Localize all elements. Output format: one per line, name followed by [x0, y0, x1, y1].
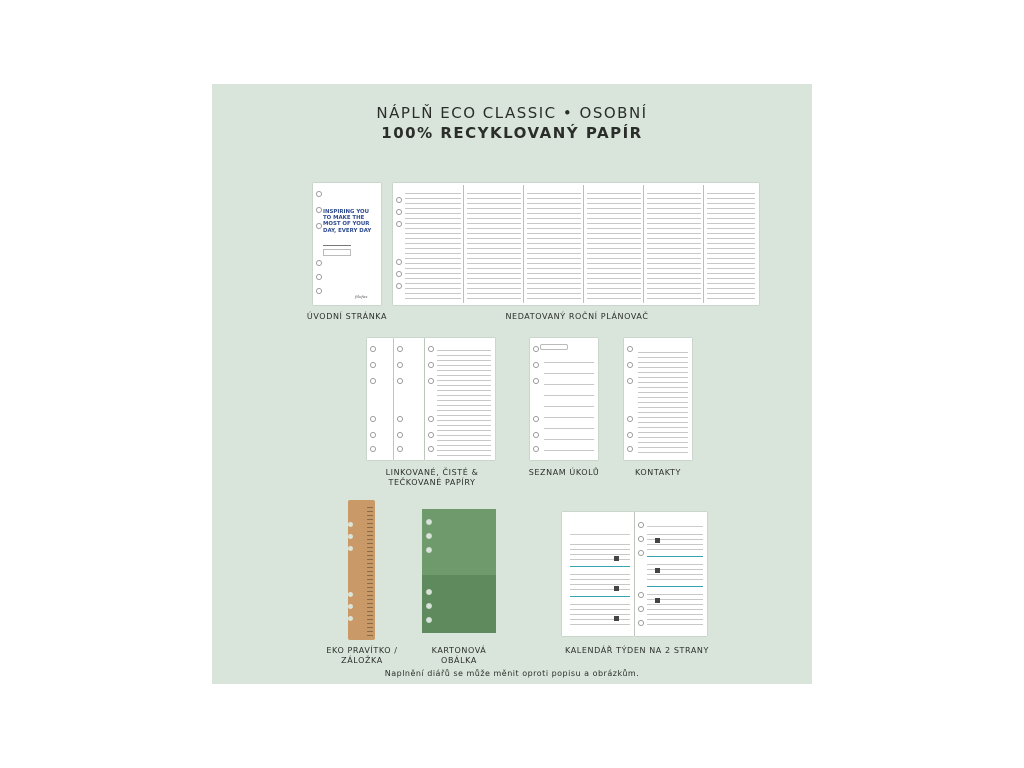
papers-sheet-lined — [425, 338, 495, 460]
caption-papers-line-2: TEČKOVANÉ PAPÍRY — [388, 478, 476, 487]
caption-cover-line-1: KARTONOVÁ — [431, 646, 487, 655]
caption-papers-line-1: LINKOVANÉ, ČISTÉ & — [385, 468, 479, 477]
planner-col-6 — [707, 189, 755, 299]
planner-col-2 — [467, 189, 521, 299]
kraft-ruler-bookmark — [348, 500, 375, 640]
caption-ruler-line-1: EKO PRAVÍTKO / — [326, 646, 398, 655]
disclaimer-footer: Naplnění diářů se může měnit oproti popisu a obrázkům. — [384, 669, 640, 678]
intro-headline: INSPIRING YOU TO MAKE THE MOST OF YOUR DAY, EVERY DAY — [323, 209, 372, 234]
planner-col-1 — [405, 189, 461, 299]
papers-sheet-blank-1 — [367, 338, 393, 460]
planner-col-3 — [527, 189, 581, 299]
brand-logo: filofax — [355, 294, 368, 299]
card-cover — [422, 509, 496, 633]
caption-intro-page: ÚVODNÍ STRÁNKA — [306, 312, 388, 321]
caption-year-planner: NEDATOVANÝ ROČNÍ PLÁNOVAČ — [505, 312, 649, 321]
title-line-1: NÁPLŇ ECO CLASSIC • OSOBNÍ — [376, 104, 648, 122]
caption-ruler-line-2: ZÁLOŽKA — [341, 656, 383, 665]
intro-page-sheet — [313, 183, 381, 305]
calendar-left-page — [562, 512, 634, 636]
intro-name-box — [323, 249, 351, 256]
title-line-2: 100% RECYKLOVANÝ PAPÍR — [381, 124, 643, 142]
contacts-sheet — [624, 338, 692, 460]
todo-sheet — [530, 338, 598, 460]
planner-col-4 — [587, 189, 641, 299]
papers-sheet-blank-2 — [394, 338, 424, 460]
caption-calendar: KALENDÁŘ TÝDEN NA 2 STRANY — [565, 646, 709, 655]
calendar-right-page — [635, 512, 707, 636]
intro-signature-line — [323, 245, 351, 246]
product-panel — [212, 84, 812, 684]
caption-cover-line-2: OBÁLKA — [441, 656, 477, 665]
caption-contacts: KONTAKTY — [634, 468, 682, 477]
caption-todo: SEZNAM ÚKOLŮ — [528, 468, 600, 477]
year-planner-sheet — [393, 183, 759, 305]
planner-col-5 — [647, 189, 701, 299]
